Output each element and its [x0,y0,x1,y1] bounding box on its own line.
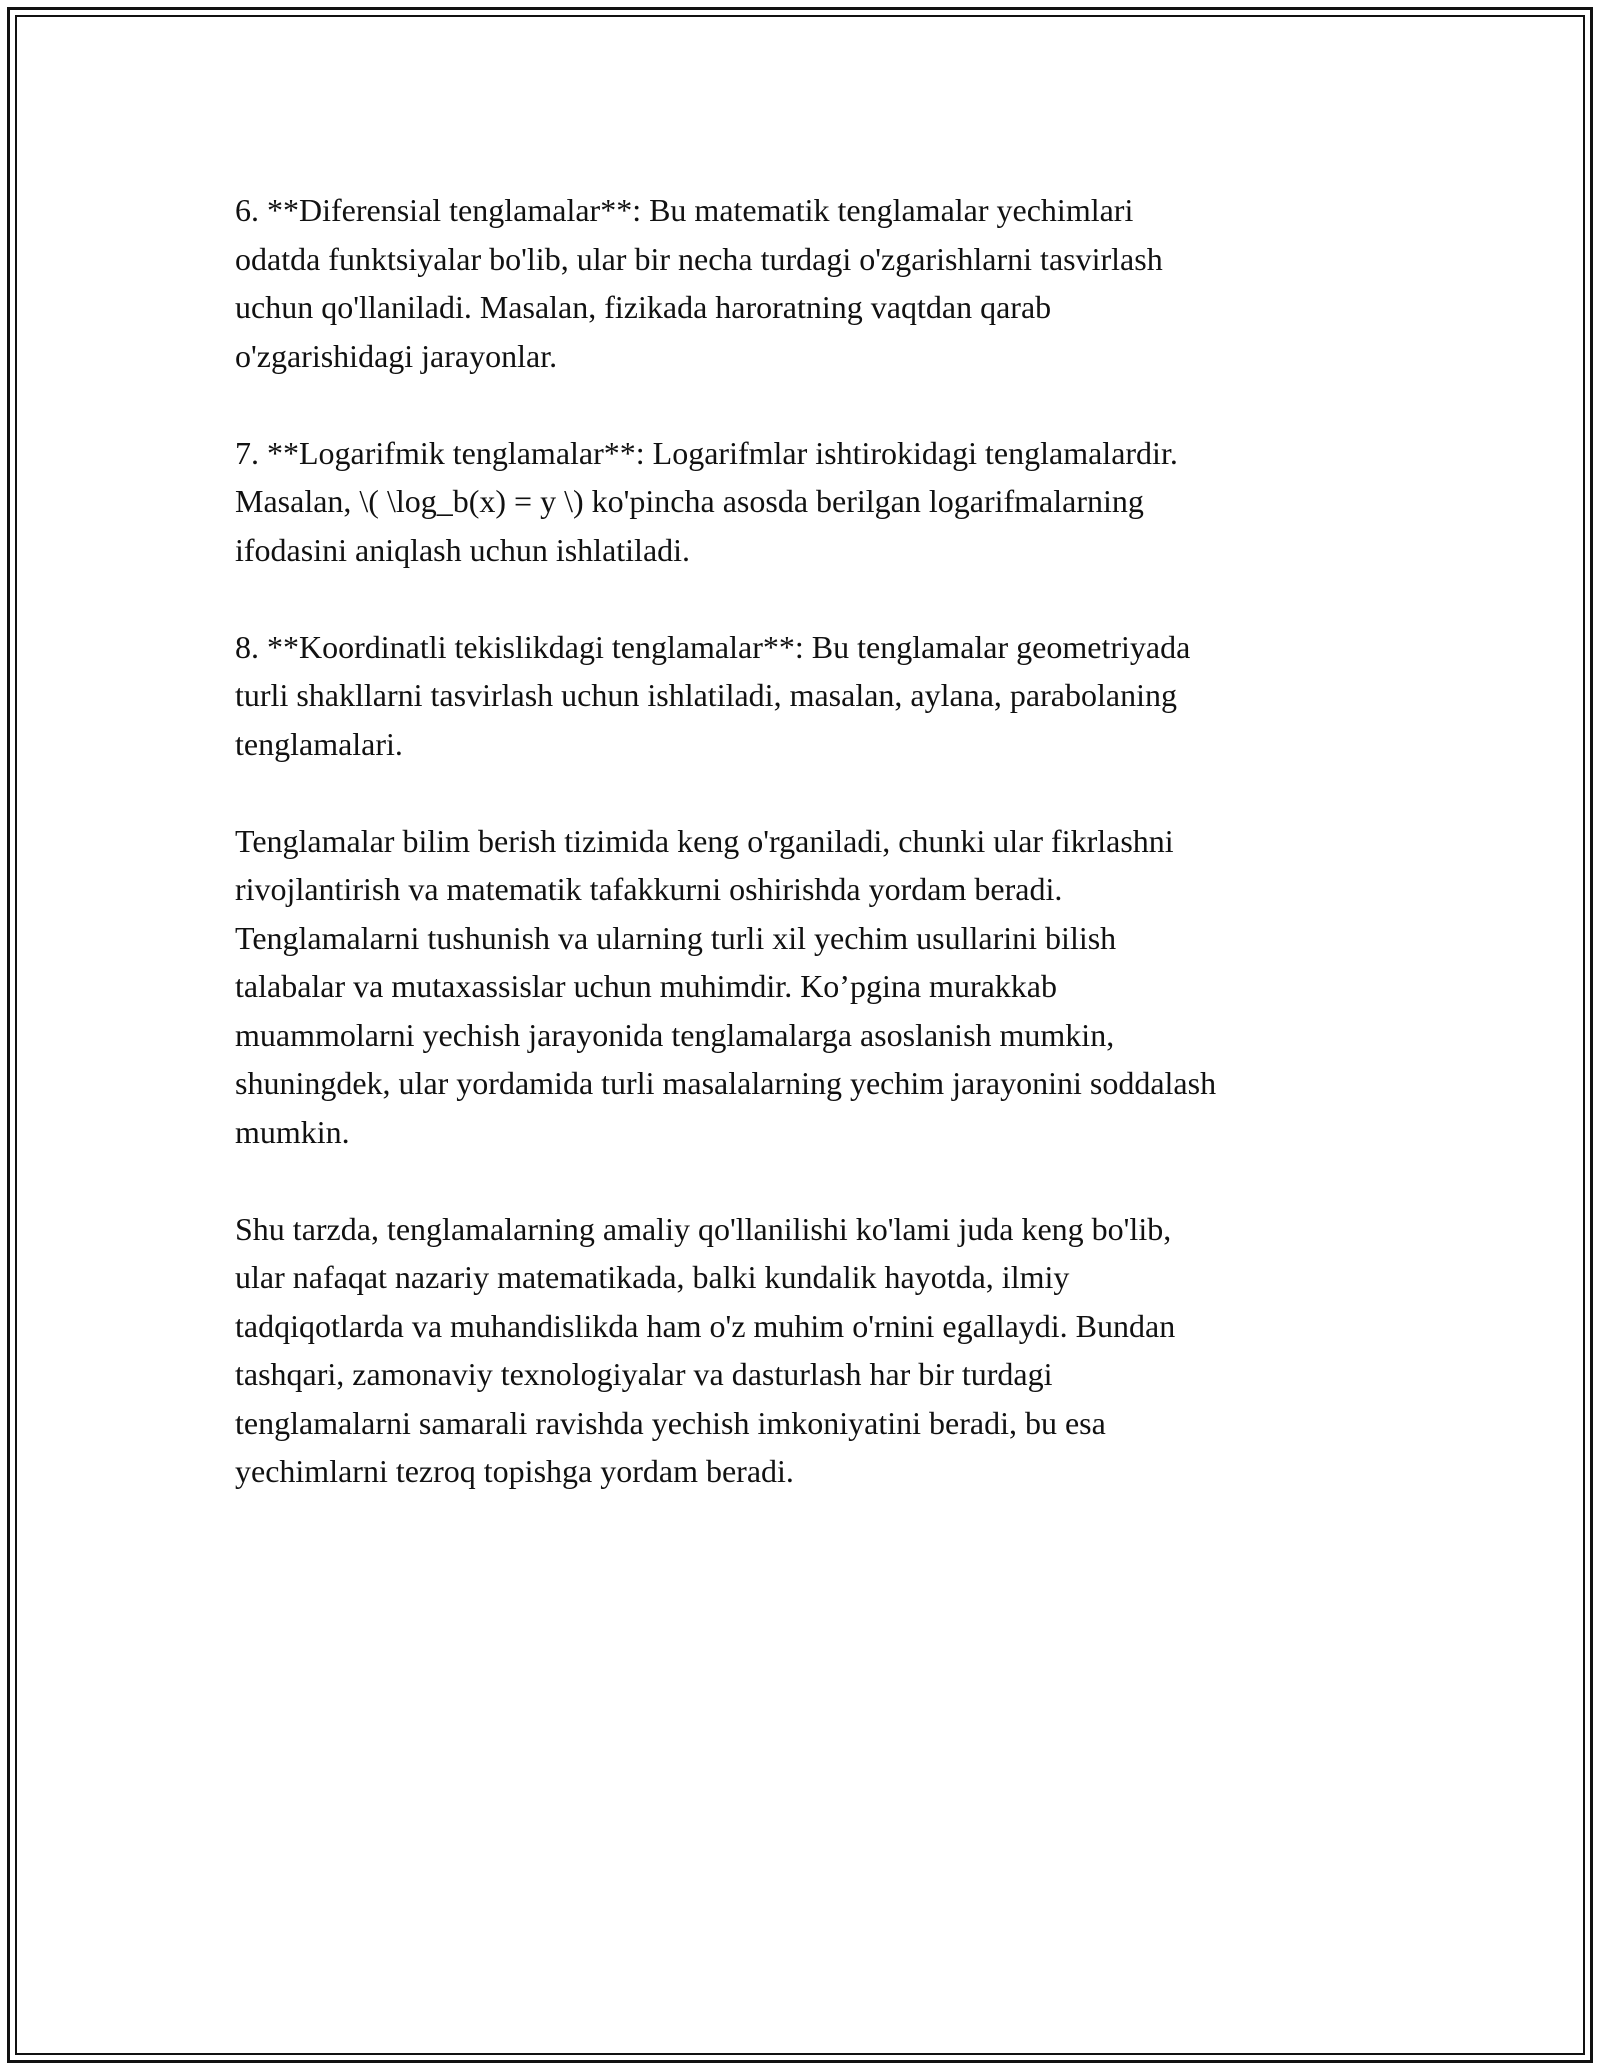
text-line: Tenglamalarni tushunish va ularning turli xil yechim usullarini bilish [235,919,1117,956]
text-line: tadqiqotlarda va muhandislikda ham o'z muhim o'rnini egallaydi. Bundan [235,1307,1176,1344]
text-line: turli shakllarni tasvirlash uchun ishlatiladi, masalan, aylana, parabolaning [235,677,1177,713]
paragraph-logarithmic-equations [235,429,1370,575]
text-line: ifodasini aniqlash uchun ishlatiladi. [235,531,691,568]
text-line: tenglamalarni samarali ravishda yechish imkoniyatini beradi, bu esa [235,1404,1106,1441]
paragraph-differential-equations [235,186,1370,380]
paragraph-conclusion [235,1205,1370,1496]
text-line: mumkin. [235,1113,350,1150]
text-line: Masalan, \( \log_b(x) = y \) ko'pincha asosda berilgan logarifmalarning [235,483,1144,519]
text-line: 6. **Diferensial tenglamalar**: Bu matematik tenglamalar yechimlari [235,192,1134,228]
text-line: Shu tarzda, tenglamalarning amaliy qo'llanilishi ko'lami juda keng bo'lib, [235,1210,1172,1247]
text-line: uchun qo'llaniladi. Masalan, fizikada haroratning vaqtdan qarab [235,289,1052,325]
paragraph-coordinate-equations [235,623,1370,769]
text-line: odatda funktsiyalar bo'lib, ular bir necha turdagi o'zgarishlarni tasvirlash [235,240,1163,277]
document-body [235,186,1370,1496]
text-line: talabalar va mutaxassislar uchun muhimdir. Ko’pgina murakkab [235,968,1057,1004]
text-line: tenglamalari. [235,725,403,762]
text-line: ular nafaqat nazariy matematikada, balki kundalik hayotda, ilmiy [235,1259,1070,1295]
paragraph-education [235,817,1370,1157]
text-line: shuningdek, ular yordamida turli masalalarning yechim jarayonini soddalash [235,1065,1217,1101]
text-line: 8. **Koordinatli tekislikdagi tenglamalar**: Bu tenglamalar geometriyada [235,628,1191,665]
text-line: rivojlantirish va matematik tafakkurni oshirishda yordam beradi. [235,871,1063,907]
text-line: 7. **Logarifmik tenglamalar**: Logarifmlar ishtirokidagi tenglamalardir. [235,434,1178,471]
text-line: Tenglamalar bilim berish tizimida keng o'rganiladi, chunki ular fikrlashni [235,822,1174,859]
text-line: yechimlarni tezroq topishga yordam beradi. [235,1453,794,1489]
text-line: muammolarni yechish jarayonida tenglamalarga asoslanish mumkin, [235,1016,1115,1053]
text-line: o'zgarishidagi jarayonlar. [235,337,558,374]
text-line: tashqari, zamonaviy texnologiyalar va dasturlash har bir turdagi [235,1356,1053,1392]
